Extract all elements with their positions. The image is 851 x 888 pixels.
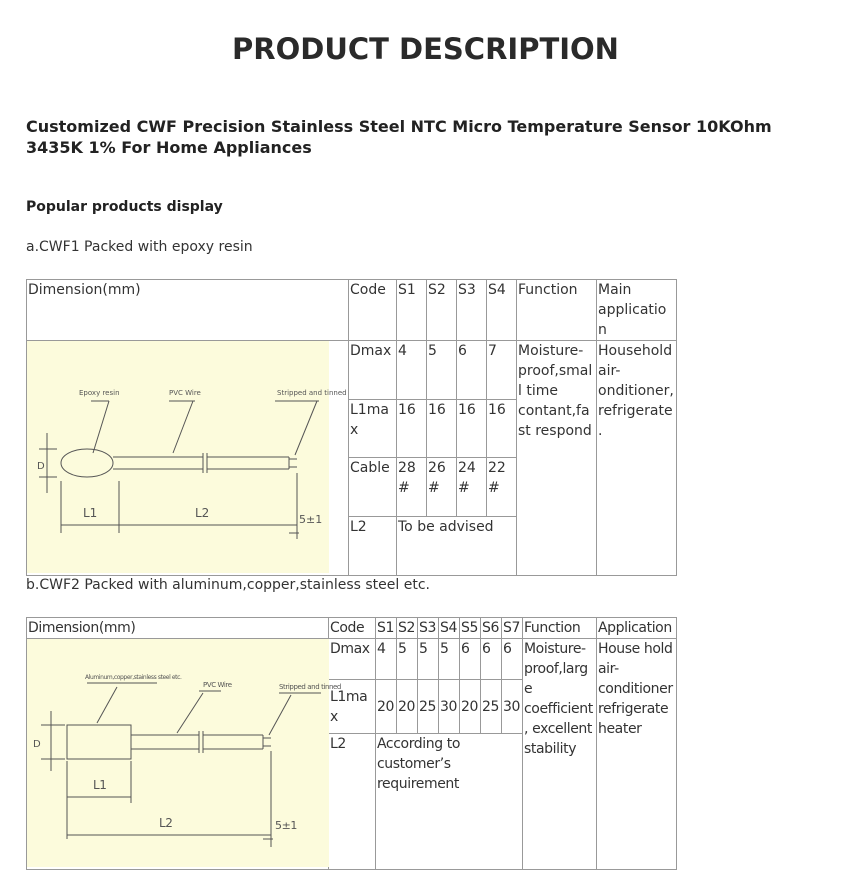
cell-value: 6 xyxy=(481,639,502,680)
dimension-header: Dimension(mm) xyxy=(27,280,349,341)
header-function: Function xyxy=(523,618,597,639)
pvc-wire-label: PVC Wire xyxy=(169,389,201,397)
tolerance-label: 5±1 xyxy=(275,819,298,832)
cell-value: 7 xyxy=(487,341,517,400)
header-s5: S5 xyxy=(460,618,481,639)
cell-value: 20 xyxy=(397,680,418,734)
application-cell: Household air-onditioner, refrigerate. xyxy=(597,341,677,576)
section-a-label: a.CWF1 Packed with epoxy resin xyxy=(26,239,253,255)
cell-value: 30 xyxy=(502,680,523,734)
header-s7: S7 xyxy=(502,618,523,639)
row-code: L1max xyxy=(329,680,376,734)
cell-value: 20 xyxy=(376,680,397,734)
header-s1: S1 xyxy=(397,280,427,341)
header-s4: S4 xyxy=(487,280,517,341)
tolerance-label: 5±1 xyxy=(299,513,323,526)
cwf2-dimension-drawing xyxy=(27,639,341,867)
header-s3: S3 xyxy=(457,280,487,341)
pvc-wire-label: PVC Wire xyxy=(203,681,232,689)
cwf2-drawing-cell xyxy=(27,639,341,870)
cell-value: 5 xyxy=(439,639,460,680)
l2-merged-value: To be advised xyxy=(397,517,517,576)
cell-value: 25 xyxy=(481,680,502,734)
header-s3: S3 xyxy=(418,618,439,639)
product-name: Customized CWF Precision Stainless Steel NTC Micro Temperature Sensor 10KOhm 3435K 1% For Home Appliances xyxy=(26,117,772,157)
cwf2-spec-table xyxy=(26,617,677,870)
cell-value: 6 xyxy=(502,639,523,680)
cell-value: 28# xyxy=(397,458,427,517)
cwf1-drawing-cell xyxy=(27,341,349,576)
header-s2: S2 xyxy=(427,280,457,341)
stripped-tinned-label: Stripped and tinned xyxy=(279,683,341,691)
function-cell: Moisture-proof,large coefficient, excellent stability xyxy=(523,639,597,870)
cell-value: 5 xyxy=(418,639,439,680)
dimension-header: Dimension(mm) xyxy=(27,618,329,639)
cell-value: 16 xyxy=(457,400,487,458)
header-s4: S4 xyxy=(439,618,460,639)
d-label: D xyxy=(33,739,41,750)
row-code: L2 xyxy=(329,734,376,870)
cell-value: 16 xyxy=(427,400,457,458)
cell-value: 24# xyxy=(457,458,487,517)
l2-merged-value: According to customer’s requirement xyxy=(376,734,523,870)
l2-label: L2 xyxy=(159,816,173,830)
epoxy-resin-label: Epoxy resin xyxy=(79,389,120,397)
l1-label: L1 xyxy=(83,506,98,520)
cell-value: 16 xyxy=(487,400,517,458)
header-s1: S1 xyxy=(376,618,397,639)
header-s6: S6 xyxy=(481,618,502,639)
cell-value: 5 xyxy=(397,639,418,680)
cell-value: 6 xyxy=(457,341,487,400)
cell-value: 20 xyxy=(460,680,481,734)
d-label: D xyxy=(37,461,45,472)
row-code: L2 xyxy=(349,517,397,576)
application-cell: House hold air-conditioner refrigerate heater xyxy=(597,639,677,870)
cell-value: 30 xyxy=(439,680,460,734)
housing-label: Aluminum,copper,stainless steel etc. xyxy=(85,674,182,681)
header-code: Code xyxy=(329,618,376,639)
row-code: Dmax xyxy=(349,341,397,400)
cell-value: 16 xyxy=(397,400,427,458)
stripped-tinned-label: Stripped and tinned xyxy=(277,389,347,397)
header-s2: S2 xyxy=(397,618,418,639)
cell-value: 4 xyxy=(397,341,427,400)
cell-value: 26# xyxy=(427,458,457,517)
cell-value: 6 xyxy=(460,639,481,680)
cell-value: 5 xyxy=(427,341,457,400)
cwf1-spec-table xyxy=(26,279,677,576)
header-code: Code xyxy=(349,280,397,341)
section-b-label: b.CWF2 Packed with aluminum,copper,stainless steel etc. xyxy=(26,577,430,593)
row-code: Dmax xyxy=(329,639,376,680)
cell-value: 25 xyxy=(418,680,439,734)
row-code: Cable xyxy=(349,458,397,517)
cwf1-dimension-drawing xyxy=(27,341,347,573)
header-application: Application xyxy=(597,618,677,639)
header-function: Function xyxy=(517,280,597,341)
row-code: L1max xyxy=(349,400,397,458)
l1-label: L1 xyxy=(93,778,107,792)
popular-products-heading: Popular products display xyxy=(26,199,223,215)
l2-label: L2 xyxy=(195,506,210,520)
cell-value: 4 xyxy=(376,639,397,680)
page-title: PRODUCT DESCRIPTION xyxy=(232,32,619,66)
cell-value: 22# xyxy=(487,458,517,517)
header-application: Main application xyxy=(597,280,677,341)
function-cell: Moisture-proof,small time contant,fast respond xyxy=(517,341,597,576)
